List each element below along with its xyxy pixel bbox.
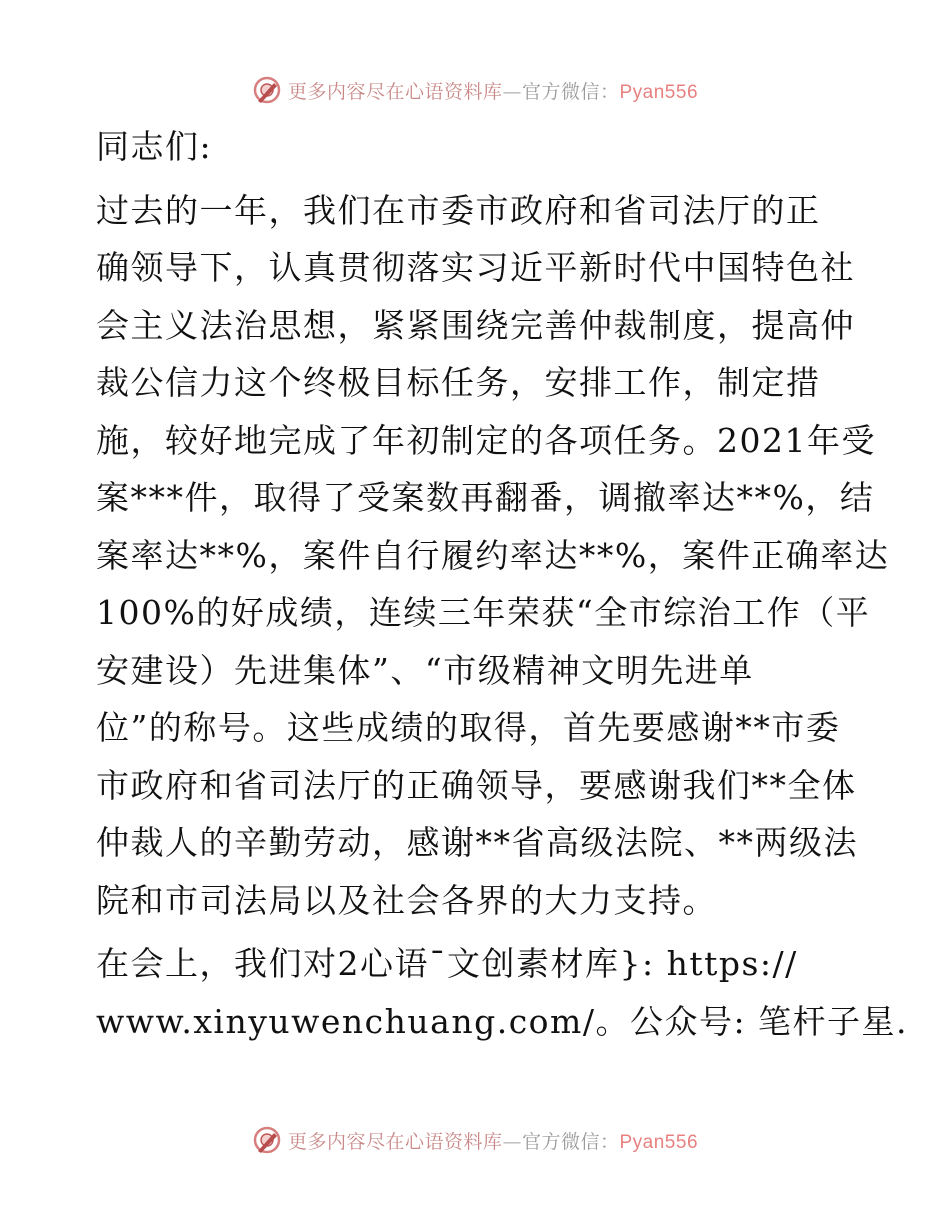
watermark-text: 更多内容尽在心语资料库—官方微信：Pyan556 (287, 80, 699, 103)
text-line: 仲裁人的辛勤劳动，感谢**省高级法院、**两级法 (96, 823, 858, 862)
header-watermark (0, 70, 950, 110)
text-line: 市政府和省司法厅的正确领导，要感谢我们**全体 (96, 765, 857, 805)
watermark-text: 更多内容尽在心语资料库—官方微信：Pyan556 (287, 1130, 699, 1153)
text-line: 在会上，我们对2心语¯文创素材库}: https:// (96, 944, 798, 983)
text-line: 确领导下，认真贯彻落实习近平新时代中国特色社 (96, 248, 855, 287)
text-line: 院和市司法局以及社会各界的大力支持。 (96, 880, 717, 920)
text-line: 施，较好地完成了年初制定的各项任务。2021年受 (96, 420, 876, 460)
text-line: 过去的一年，我们在市委市政府和省司法厅的正 (96, 190, 821, 230)
text-line: 裁公信力这个终极目标任务，安排工作，制定措 (96, 363, 821, 402)
pen-seal-logo-icon (252, 1125, 282, 1155)
text-line: 案***件，取得了受案数再翻番，调撤率达**%，结 (96, 478, 875, 517)
pen-seal-logo-icon (252, 75, 282, 105)
greeting-line: 同志们: (96, 127, 213, 166)
paragraph-2 (96, 935, 909, 1050)
text-line: 安建设）先进集体”、“市级精神文明先进单 (96, 650, 754, 690)
footer-watermark (0, 1120, 950, 1160)
text-line: 位”的称号。这些成绩的取得，首先要感谢**市委 (96, 708, 841, 747)
paragraph-1 (96, 182, 890, 930)
text-line: 案率达**%，案件自行履约率达**%，案件正确率达 (96, 535, 890, 575)
text-line: www.xinyuwenchuang.com/。公众号: 笔杆子星. (96, 1001, 909, 1041)
text-line: 100%的好成绩，连续三年荣获“全市综治工作（平 (96, 593, 871, 632)
document-body (96, 118, 909, 1050)
text-line: 会主义法治思想，紧紧围绕完善仲裁制度，提高仲 (96, 305, 855, 345)
